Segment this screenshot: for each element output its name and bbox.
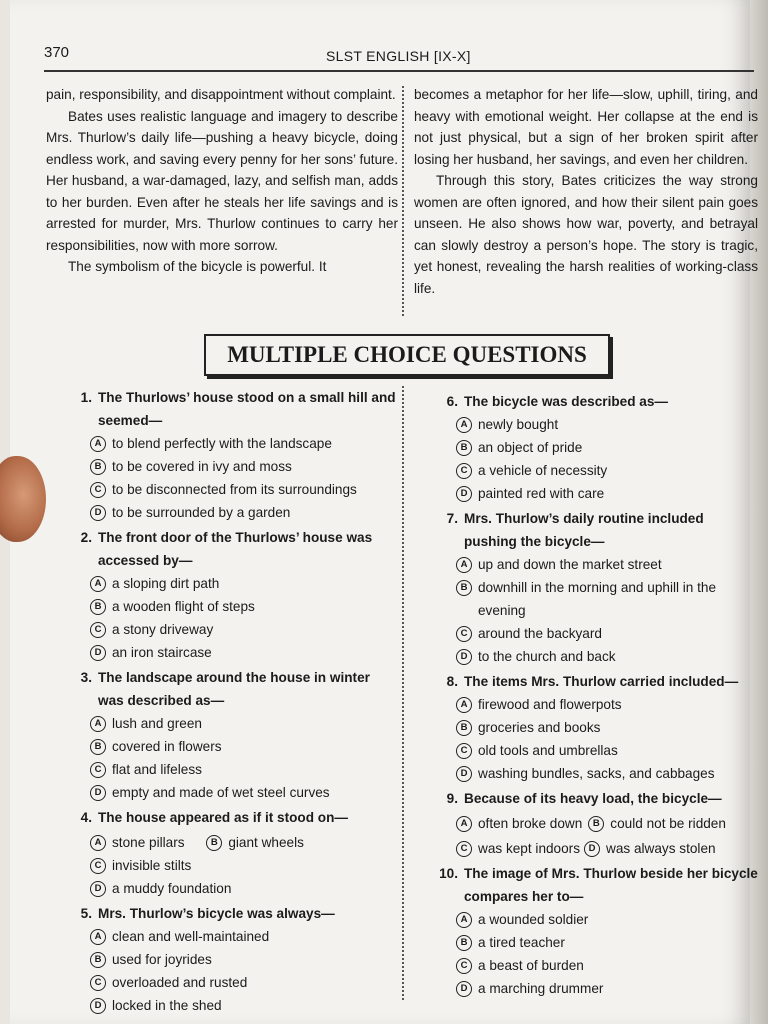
option xyxy=(60,925,398,948)
option-letter: B xyxy=(90,739,106,755)
option xyxy=(60,455,398,478)
option xyxy=(60,758,398,781)
intro-left-column xyxy=(46,84,398,278)
option-letter: B xyxy=(90,952,106,968)
option xyxy=(60,618,398,641)
option-text: firewood and flowerpots xyxy=(478,697,622,712)
option-text: covered in flowers xyxy=(112,739,222,754)
option-text: often broke down xyxy=(478,816,583,831)
option xyxy=(60,948,398,971)
question-8 xyxy=(426,670,758,785)
option-letter: B xyxy=(90,459,106,475)
option xyxy=(426,931,758,954)
option xyxy=(60,641,398,664)
question-5 xyxy=(60,902,398,1017)
option-text: flat and lifeless xyxy=(112,762,202,777)
option-letter: C xyxy=(456,626,472,642)
question-number: 8. xyxy=(446,674,458,689)
option xyxy=(426,977,758,1000)
question-1 xyxy=(60,386,398,524)
page-header xyxy=(44,44,754,72)
option xyxy=(426,553,758,576)
option-letter: A xyxy=(90,929,106,945)
option-letter: A xyxy=(456,557,472,573)
option-letter: B xyxy=(456,720,472,736)
option-letter: B xyxy=(456,440,472,456)
option-text: downhill in the morning and uphill in the evening xyxy=(478,580,717,618)
option xyxy=(426,482,758,505)
option xyxy=(426,413,758,436)
question-7 xyxy=(426,507,758,668)
intro-paragraph: Bates uses realistic language and imagery to describe Mrs. Thurlow’s daily life—pushing a heavy bicycle, doing endless work, and saving every penny for her sons’ future. Her husband, a war-damaged, lazy, and selfish man, adds to her burden. Even after he steals her life savings and is arrested for murder, Mrs. Thurlow continues to carry her responsibilities, now with more sorrow. xyxy=(46,108,398,253)
option-letter: D xyxy=(90,505,106,521)
mcq-right-column xyxy=(426,390,758,1002)
option-letter: D xyxy=(90,785,106,801)
option xyxy=(426,622,758,645)
option xyxy=(426,693,758,716)
intro-paragraph: becomes a metaphor for her life—slow, uphill, tiring, and heavy with emotional weight. Her collapse at the end is not just physical, but a sign of her broken spirit after losing her husband, her savings, and even her children. xyxy=(414,87,758,167)
option-letter: C xyxy=(456,743,472,759)
option xyxy=(60,994,398,1017)
question-number: 7. xyxy=(446,511,458,526)
option-letter: B xyxy=(206,835,222,851)
option-text: clean and well-maintained xyxy=(112,929,270,944)
option-letter: A xyxy=(456,697,472,713)
option xyxy=(426,716,758,739)
option xyxy=(60,877,398,900)
option-letter: B xyxy=(588,816,604,832)
option-letter: A xyxy=(456,912,472,928)
option-text: to be surrounded by a garden xyxy=(112,505,291,520)
option-text: a sloping dirt path xyxy=(112,576,220,591)
option-text: empty and made of wet steel curves xyxy=(112,785,330,800)
question-number: 6. xyxy=(446,394,458,409)
option-text: a beast of burden xyxy=(478,958,584,973)
option xyxy=(60,712,398,735)
option xyxy=(426,908,758,931)
option-text: a stony driveway xyxy=(112,622,214,637)
option-text: overloaded and rusted xyxy=(112,975,248,990)
option-letter: A xyxy=(456,417,472,433)
option-letter: A xyxy=(90,716,106,732)
option xyxy=(60,478,398,501)
option xyxy=(60,572,398,595)
option-text: stone pillars xyxy=(112,835,185,850)
option-letter: D xyxy=(90,998,106,1014)
option-letter: B xyxy=(456,935,472,951)
option-text: washing bundles, sacks, and cabbages xyxy=(478,766,715,781)
option-letter: C xyxy=(456,841,472,857)
option-text: giant wheels xyxy=(228,835,304,850)
question-6 xyxy=(426,390,758,505)
question-stem: The items Mrs. Thurlow carried included— xyxy=(464,674,739,689)
question-stem: The house appeared as if it stood on— xyxy=(98,810,349,825)
option-letter: D xyxy=(90,881,106,897)
question-number: 9. xyxy=(446,791,458,806)
option xyxy=(426,436,758,459)
option-text: to be disconnected from its surroundings xyxy=(112,482,357,497)
option-text: a muddy foundation xyxy=(112,881,232,896)
question-stem: The image of Mrs. Thurlow beside her bicycle compares her to— xyxy=(464,866,758,904)
option-text: to blend perfectly with the landscape xyxy=(112,436,332,451)
option-letter: C xyxy=(456,958,472,974)
option-text: a tired teacher xyxy=(478,935,565,950)
option xyxy=(426,645,758,668)
question-3 xyxy=(60,666,398,804)
section-title: MULTIPLE CHOICE QUESTIONS xyxy=(204,334,610,376)
option-letter: D xyxy=(456,981,472,997)
option-row xyxy=(426,835,758,860)
question-stem: The landscape around the house in winter was described as— xyxy=(98,670,370,708)
intro-paragraph: Through this story, Bates criticizes the way strong women are often ignored, and how their silent pain goes unseen. He also shows how war, poverty, and betrayal can slowly destroy a person’s hope. The story is tragic, yet honest, revealing the harsh realities of working-class life. xyxy=(414,173,758,296)
option xyxy=(60,735,398,758)
option-text: a wooden flight of steps xyxy=(112,599,255,614)
option xyxy=(60,781,398,804)
option-text: could not be ridden xyxy=(610,816,726,831)
option-text: an iron staircase xyxy=(112,645,212,660)
option xyxy=(60,432,398,455)
column-divider xyxy=(402,86,406,316)
option-text: a wounded soldier xyxy=(478,912,589,927)
option-text: up and down the market street xyxy=(478,557,662,572)
intro-right-column xyxy=(414,84,758,299)
option-letter: A xyxy=(90,576,106,592)
option-letter: A xyxy=(90,835,106,851)
option-letter: B xyxy=(456,580,472,596)
option-text: used for joyrides xyxy=(112,952,212,967)
option-letter: C xyxy=(90,858,106,874)
mcq-left-column xyxy=(60,386,398,1019)
option xyxy=(60,501,398,524)
question-stem: Mrs. Thurlow’s daily routine included pushing the bicycle— xyxy=(464,511,704,549)
question-number: 1. xyxy=(80,390,92,405)
option-letter: C xyxy=(90,975,106,991)
running-head: SLST ENGLISH [IX-X] xyxy=(326,48,471,64)
option-text: invisible stilts xyxy=(112,858,192,873)
option-letter: C xyxy=(90,482,106,498)
option xyxy=(426,954,758,977)
question-stem: The Thurlows’ house stood on a small hill and seemed— xyxy=(98,390,396,428)
option-letter: A xyxy=(456,816,472,832)
question-stem: Because of its heavy load, the bicycle— xyxy=(464,791,722,806)
question-9 xyxy=(426,787,758,860)
question-2 xyxy=(60,526,398,664)
option xyxy=(60,854,398,877)
option-letter: D xyxy=(584,841,600,857)
option-row xyxy=(426,810,758,835)
option-text: to the church and back xyxy=(478,649,616,664)
question-stem: The front door of the Thurlows’ house was accessed by— xyxy=(98,530,373,568)
question-stem: The bicycle was described as— xyxy=(464,394,668,409)
option-text: painted red with care xyxy=(478,486,605,501)
option-text: old tools and umbrellas xyxy=(478,743,618,758)
question-number: 3. xyxy=(80,670,92,685)
question-number: 5. xyxy=(80,906,92,921)
option-text: was always stolen xyxy=(606,841,716,856)
option-letter: A xyxy=(90,436,106,452)
option xyxy=(426,576,758,622)
option-text: was kept indoors xyxy=(478,841,581,856)
question-4 xyxy=(60,806,398,900)
question-number: 4. xyxy=(80,810,92,825)
option xyxy=(60,971,398,994)
option xyxy=(60,595,398,618)
option-text: a marching drummer xyxy=(478,981,604,996)
option-letter: D xyxy=(90,645,106,661)
page-number: 370 xyxy=(44,44,70,61)
question-stem: Mrs. Thurlow’s bicycle was always— xyxy=(98,906,335,921)
option-letter: C xyxy=(90,622,106,638)
option xyxy=(426,459,758,482)
option xyxy=(426,762,758,785)
option-text: newly bought xyxy=(478,417,559,432)
option-text: locked in the shed xyxy=(112,998,222,1013)
option-text: a vehicle of necessity xyxy=(478,463,608,478)
option-row xyxy=(60,829,398,854)
option-text: lush and green xyxy=(112,716,202,731)
question-number: 2. xyxy=(80,530,92,545)
option-text: to be covered in ivy and moss xyxy=(112,459,292,474)
intro-paragraph: The symbolism of the bicycle is powerful. It xyxy=(68,259,327,274)
option-letter: C xyxy=(456,463,472,479)
intro-paragraph: pain, responsibility, and disappointment without complaint. xyxy=(46,87,396,102)
option-text: an object of pride xyxy=(478,440,583,455)
option-letter: D xyxy=(456,649,472,665)
option-letter: D xyxy=(456,486,472,502)
option-letter: D xyxy=(456,766,472,782)
option-text: around the backyard xyxy=(478,626,602,641)
option-text: groceries and books xyxy=(478,720,601,735)
column-divider xyxy=(402,386,406,1000)
option-letter: C xyxy=(90,762,106,778)
option-letter: B xyxy=(90,599,106,615)
question-number: 10. xyxy=(439,866,458,881)
option xyxy=(426,739,758,762)
question-10 xyxy=(426,862,758,1000)
